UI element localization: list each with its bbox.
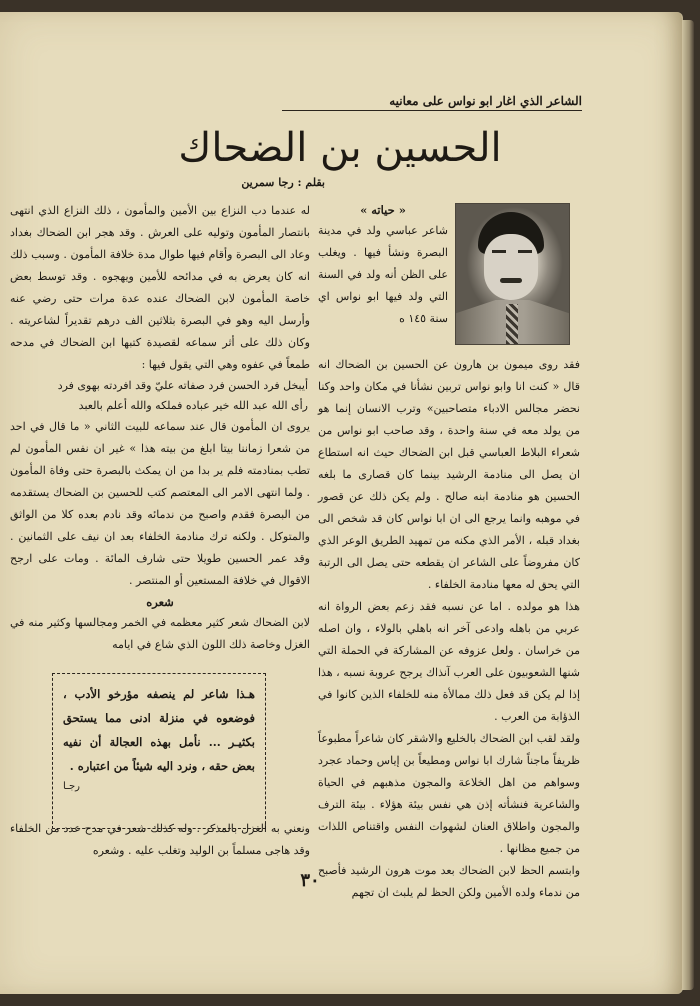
pull-quote-signature: رجـا [63,781,80,792]
paragraph: فقد روى ميمون بن هارون عن الحسين بن الضحاك انه قال « كنت انا وابو نواس تربين نشأنا في مكان واحد وكنا نحضر مجالس الادباء متصاحبين» وترب الانسان إنما هو من يولد معه في سنة واحدة ، وقد صاحب ابو نواس من شعراء البلاط العباسي قبل ابن الضحاك حيث انه استطاع ان يصل الى منادمة الرشيد بينما كان قصارى ما بلغه الحسين هو منادمة ابنه صالح . ولم يكن ذلك عن قصور في موهبه وانما يرجع الى ان ابا نواس كان قد شخص الى بغداد قبله ، الأمر الذي مكنه من تمهيد الطريق الوعر الذي كان مفروضاً على الشاعر ان يقطعه حتى يصل الى الرتبة التي يحق له معها منادمة الخلفاء . [318,358,580,591]
page-number: ٣٠ [300,870,320,891]
left-column-bottom [10,818,310,862]
pull-quote [52,673,266,829]
article-title: الحسين بن الضحاك [178,125,502,171]
poem-verse: أيبخل فرد الحسن فرد صفاته عليّ وقد افردته بهوى فرد رأى الله عبد الله خير عباده فملكه والله أعلم بالعبد [57,379,308,412]
section-heading-poetry: شعره [146,595,174,609]
paragraph: ونعني به الغزل بالمذكر . وله كذلك شعر في مدح عدد من الخلفاء وقد هاجى مسلماً بن الوليد وتغلب عليه . وشعره [10,822,310,857]
author-photo [455,203,570,345]
section-heading-life: « حياته » [360,203,406,217]
right-column-main [318,354,580,904]
paragraph: هذا هو مولده . اما عن نسبه فقد زعم بعض الرواة انه عربي من باهله وادعى آخر انه باهلي بالولاء ، وان اصله من خراسان . ولعل عزوفه عن المشاركة في الحملة التي شنها الشعوبيون على العرب آنذاك يرجح عروبة نسبه ، هذا إذا لم يكن قد فعل ذلك ممالأة منه للخلفاء الذين كانوا في الذؤابة من العرب . [318,600,580,723]
photo-brow-left [492,250,506,253]
byline: بقلم : رجا سمرين [241,176,325,189]
photo-tie [506,304,518,344]
paragraph: شاعر عباسي ولد في مدينة البصرة ونشأ فيها . ويغلب على الظن أنه ولد في السنة التي ولد فيها ابو نواس اي سنة ١٤٥ ه [318,224,448,325]
photo-moustache [500,278,522,283]
paragraph: له عندما دب النزاع بين الأمين والمأمون ، ذلك النزاع الذي انتهى بانتصار المأمون وتوليه على العرش . وقد هجر ابن الضحاك بغداد وعاد الى البصرة وأقام فيها طوال مدة خلافة المأمون . وسبب ذلك انه كان يعرض به في مدائحه للأمين ويهجوه . وقد توسط بعض خاصة المأمون لابن الضحاك عنده عدة مرات حتى رضي عنه وأرسل اليه وهو في البصرة بثلاثين الف درهم تقديراً لشاعريته . وكان ذلك على أثر سماعه لقصيدة كتبها ابن الضحاك في مدحه طمعاً في عفوه وهي التي يقول فيها : [10,204,310,371]
page-edge [682,20,694,990]
right-column-top [318,200,448,330]
paragraph: ولقد لقب ابن الضحاك بالخليع والاشقر كان شاعراً مطبوعاً ظريفاً ماجناً شارك ابا نواس ومطيعاً بن إياس وحماد عجرد وسواهم من اهل الخلاعة والمجون مذهبهم في الحياة والشاعرية فنشأته إذن هي نفس بيئة هؤلاء . بيئة الترف والمجون واطلاق العنان لشهوات النفس واقتناص اللذات من جميع مظانها . [318,732,580,855]
pull-quote-text: هـذا شاعر لم ينصفه مؤرخو الأدب ، فوضعوه في منزلة ادنى مما يستحق بكثيـر ... نأمل بهذه العجالة أن نفيه بعض حقه ، ونرد اليه شيئاً من اعتباره . [63,687,255,773]
photo-face [484,234,538,300]
series-header: الشاعر الذي اغار ابو نواس على معانيه [282,94,582,111]
paragraph: وابتسم الحظ لابن الضحاك بعد موت هرون الرشيد فأصبح من ندماء ولده الأمين ولكن الحظ لم يلبث ان تجهم [318,864,580,899]
photo-brow-right [518,250,532,253]
paragraph: يروى ان المأمون قال عند سماعه للبيت الثاني « ما قال في احد من شعرا زماننا بيتا ابلغ من بيته هذا » غير ان نفس المأمون لم تطب بمنادمته فلم ير بدا من ان يمكث بالبصرة حتى وفاة المأمون . ولما انتهى الامر الى المعتصم كتب للحسين بن الضحاك يستقدمه من البصرة فقدم واصبح من ندمائه وقد نادم بعده كلا من الواثق والمتوكل . ولكنه ترك منادمة الخلفاء بعد ان نيف على الثمانين . وقد عمر الحسين طويلا حتى شارف المائة . ومات على ارجح الاقوال في خلافة المستعين أو المنتصر . [10,420,310,587]
paragraph: لابن الضحاك شعر كثير معظمه في الخمر ومجالسها وكثير منه في الغزل وخاصة ذلك اللون الذي شاع في ايامه [10,616,310,651]
left-column [10,200,310,656]
